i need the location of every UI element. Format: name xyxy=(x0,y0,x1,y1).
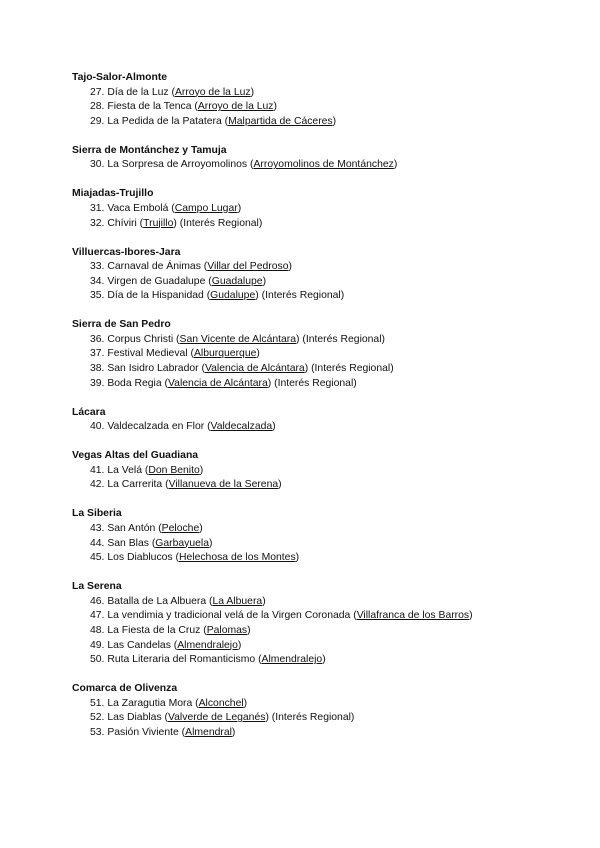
festival-name: Batalla de La Albuera xyxy=(107,595,207,607)
festival-list xyxy=(72,420,600,435)
region-heading: Sierra de San Pedro xyxy=(72,319,171,331)
item-number: 33. xyxy=(90,261,105,273)
list-item: 39. Boda Regia (Valencia de Alcántara) (Interés Regional) xyxy=(90,377,357,389)
item-number: 45. xyxy=(90,552,105,564)
list-item: 32. Chíviri (Trujillo) (Interés Regional) xyxy=(90,217,263,229)
item-number: 40. xyxy=(90,421,105,433)
festival-name: Festival Medieval xyxy=(107,348,188,360)
festival-name: Boda Regia xyxy=(107,377,162,389)
list-item: 27. Día de la Luz (Arroyo de la Luz) xyxy=(90,86,255,98)
place-link[interactable]: La Albuera xyxy=(212,595,263,607)
place-link[interactable]: San Vicente de Alcántara xyxy=(179,333,297,345)
festival-name: Las Candelas xyxy=(107,639,171,651)
list-item: 45. Los Diablucos (Helechosa de los Montes) xyxy=(90,552,300,564)
festival-list xyxy=(72,333,600,391)
place-link[interactable]: Villanueva de la Serena xyxy=(168,479,279,491)
list-item: 34. Virgen de Guadalupe (Guadalupe) xyxy=(90,275,267,287)
place-link[interactable]: Alburquerque xyxy=(193,348,257,360)
place-link[interactable]: Valverde de Leganés xyxy=(168,712,266,724)
festival-name: La Fiesta de la Cruz xyxy=(107,624,201,636)
list-item: 49. Las Candelas (Almendralejo) xyxy=(90,639,242,651)
place-link[interactable]: Arroyomolinos de Montánchez xyxy=(253,159,394,171)
place-link[interactable]: Valdecalzada xyxy=(210,421,273,433)
item-number: 28. xyxy=(90,101,105,113)
item-number: 48. xyxy=(90,624,105,636)
interest-note: (Interés Regional) xyxy=(274,377,357,389)
region-section xyxy=(72,71,600,129)
place-link[interactable]: Valencia de Alcántara xyxy=(204,363,305,375)
festival-name: Virgen de Guadalupe xyxy=(107,275,206,287)
festival-name: San Blas xyxy=(107,537,149,549)
region-heading: Villuercas-Ibores-Jara xyxy=(72,246,181,258)
festival-name: La Pedida de la Patatera xyxy=(107,115,222,127)
region-section xyxy=(72,406,600,435)
region-section xyxy=(72,682,600,740)
place-link[interactable]: Arroyo de la Luz xyxy=(174,86,251,98)
list-item: 43. San Antón (Peloche) xyxy=(90,522,203,534)
interest-note: (Interés Regional) xyxy=(271,712,355,724)
place-link[interactable]: Helechosa de los Montes xyxy=(178,552,296,564)
region-section xyxy=(72,246,600,304)
list-item: 50. Ruta Literaria del Romanticismo (Almendralejo) xyxy=(90,654,326,666)
item-number: 47. xyxy=(90,610,105,622)
festival-name: La vendimia y tradicional velá de la Virgen Coronada xyxy=(107,610,351,622)
place-link[interactable]: Valencia de Alcántara xyxy=(168,377,268,389)
item-number: 36. xyxy=(90,333,105,345)
item-number: 52. xyxy=(90,712,105,724)
region-section xyxy=(72,449,600,493)
interest-note: (Interés Regional) xyxy=(302,333,385,345)
region-heading: Tajo-Salor-Almonte xyxy=(72,72,168,83)
item-number: 31. xyxy=(90,202,105,214)
list-item: 48. La Fiesta de la Cruz (Palomas) xyxy=(90,624,251,636)
festival-list xyxy=(72,260,600,304)
place-link[interactable]: Guadalupe xyxy=(211,275,263,287)
place-link[interactable]: Almendralejo xyxy=(177,639,238,651)
list-item: 51. La Zaragutia Mora (Alconchel) xyxy=(90,697,248,709)
interest-note: (Interés Regional) xyxy=(261,290,345,302)
item-number: 42. xyxy=(90,479,105,491)
festival-name: Corpus Christi xyxy=(107,333,174,345)
festival-name: Día de la Hispanidad xyxy=(107,290,204,302)
place-link[interactable]: Arroyo de la Luz xyxy=(197,101,274,113)
item-number: 46. xyxy=(90,595,105,607)
region-section xyxy=(72,507,600,565)
place-link[interactable]: Almendralejo xyxy=(261,654,323,666)
item-number: 44. xyxy=(90,537,105,549)
item-number: 41. xyxy=(90,464,105,476)
place-link[interactable]: Trujillo xyxy=(143,217,174,229)
list-item: 52. Las Diablas (Valverde de Leganés) (Interés Regional) xyxy=(90,712,355,724)
item-number: 43. xyxy=(90,522,105,534)
place-link[interactable]: Alconchel xyxy=(198,697,244,709)
list-item: 38. San Isidro Labrador (Valencia de Alcántara) (Interés Regional) xyxy=(90,363,394,375)
list-item: 40. Valdecalzada en Flor (Valdecalzada) xyxy=(90,421,276,433)
list-item: 28. Fiesta de la Tenca (Arroyo de la Luz) xyxy=(90,101,277,113)
item-number: 30. xyxy=(90,159,105,171)
region-heading: Miajadas-Trujillo xyxy=(72,188,154,200)
list-item: 53. Pasión Viviente (Almendral) xyxy=(90,726,236,738)
item-number: 29. xyxy=(90,115,105,127)
region-heading: Lácara xyxy=(72,406,106,418)
list-item: 41. La Velá (Don Benito) xyxy=(90,464,204,476)
festival-name: Carnaval de Ánimas xyxy=(107,261,201,273)
place-link[interactable]: Villar del Pedroso xyxy=(207,261,289,273)
festival-name: Fiesta de la Tenca xyxy=(107,101,192,113)
festival-name: La Velá xyxy=(107,464,143,476)
festival-name: Las Diablas xyxy=(107,712,162,724)
place-link[interactable]: Palomas xyxy=(206,624,248,636)
item-number: 50. xyxy=(90,654,105,666)
festival-name: San Isidro Labrador xyxy=(107,363,199,375)
region-section xyxy=(72,580,600,668)
list-item: 29. La Pedida de la Patatera (Malpartida de Cáceres) xyxy=(90,115,337,127)
item-number: 39. xyxy=(90,377,105,389)
list-item: 33. Carnaval de Ánimas (Villar del Pedroso) xyxy=(90,261,292,273)
place-link[interactable]: Don Benito xyxy=(148,464,200,476)
item-number: 38. xyxy=(90,363,105,375)
festival-name: La Sorpresa de Arroyomolinos xyxy=(107,159,248,171)
list-item: 30. La Sorpresa de Arroyomolinos (Arroyomolinos de Montánchez) xyxy=(90,159,398,171)
festival-name: Los Diablucos xyxy=(107,552,173,564)
place-link[interactable]: Villafranca de los Barros xyxy=(356,610,470,622)
list-item: 35. Día de la Hispanidad (Gudalupe) (Interés Regional) xyxy=(90,290,345,302)
item-number: 37. xyxy=(90,348,105,360)
interest-note: (Interés Regional) xyxy=(179,217,263,229)
festival-name: Chíviri xyxy=(107,217,137,229)
place-link[interactable]: Peloche xyxy=(161,522,200,534)
region-heading: Vegas Altas del Guadiana xyxy=(72,450,199,462)
region-heading: La Serena xyxy=(72,581,122,593)
list-item: 37. Festival Medieval (Alburquerque) xyxy=(90,348,260,360)
item-number: 35. xyxy=(90,290,105,302)
festival-name: La Carrerita xyxy=(107,479,163,491)
interest-note: (Interés Regional) xyxy=(311,363,394,375)
place-link[interactable]: Almendral xyxy=(185,726,232,738)
item-number: 34. xyxy=(90,275,105,287)
item-number: 49. xyxy=(90,639,105,651)
festival-name: San Antón xyxy=(107,522,156,534)
festival-list xyxy=(72,697,600,741)
list-item: 47. La vendimia y tradicional velá de la Virgen Coronada (Villafranca de los Barros) xyxy=(90,610,473,622)
festival-name: Pasión Viviente xyxy=(107,726,179,738)
place-link[interactable]: Campo Lugar xyxy=(174,202,238,214)
list-item: 31. Vaca Embolá (Campo Lugar) xyxy=(90,202,242,214)
festival-name: La Zaragutia Mora xyxy=(107,697,193,709)
region-heading: Comarca de Olivenza xyxy=(72,683,178,695)
festival-name: Vaca Embolá xyxy=(107,202,169,214)
festival-list xyxy=(72,464,600,493)
region-section xyxy=(72,187,600,231)
festival-list xyxy=(72,202,600,231)
place-link[interactable]: Garbayuela xyxy=(155,537,210,549)
list-item: 44. San Blas (Garbayuela) xyxy=(90,537,213,549)
region-section xyxy=(72,318,600,391)
festival-list xyxy=(72,158,600,173)
festival-name: Día de la Luz xyxy=(107,86,169,98)
region-heading: Sierra de Montánchez y Tamuja xyxy=(72,144,227,156)
list-item: 36. Corpus Christi (San Vicente de Alcántara) (Interés Regional) xyxy=(90,333,385,345)
list-item: 42. La Carrerita (Villanueva de la Serena) xyxy=(90,479,282,491)
festival-name: Valdecalzada en Flor xyxy=(107,421,205,433)
item-number: 32. xyxy=(90,217,105,229)
item-number: 27. xyxy=(90,86,105,98)
festival-list xyxy=(72,595,600,668)
region-heading: La Siberia xyxy=(72,508,122,520)
region-section xyxy=(72,144,600,173)
festival-list xyxy=(72,86,600,130)
place-link[interactable]: Gudalupe xyxy=(210,290,256,302)
place-link[interactable]: Malpartida de Cáceres xyxy=(228,115,333,127)
item-number: 53. xyxy=(90,726,105,738)
festival-list xyxy=(72,522,600,566)
list-item: 46. Batalla de La Albuera (La Albuera) xyxy=(90,595,266,607)
festival-name: Ruta Literaria del Romanticismo xyxy=(107,654,256,666)
item-number: 51. xyxy=(90,697,105,709)
